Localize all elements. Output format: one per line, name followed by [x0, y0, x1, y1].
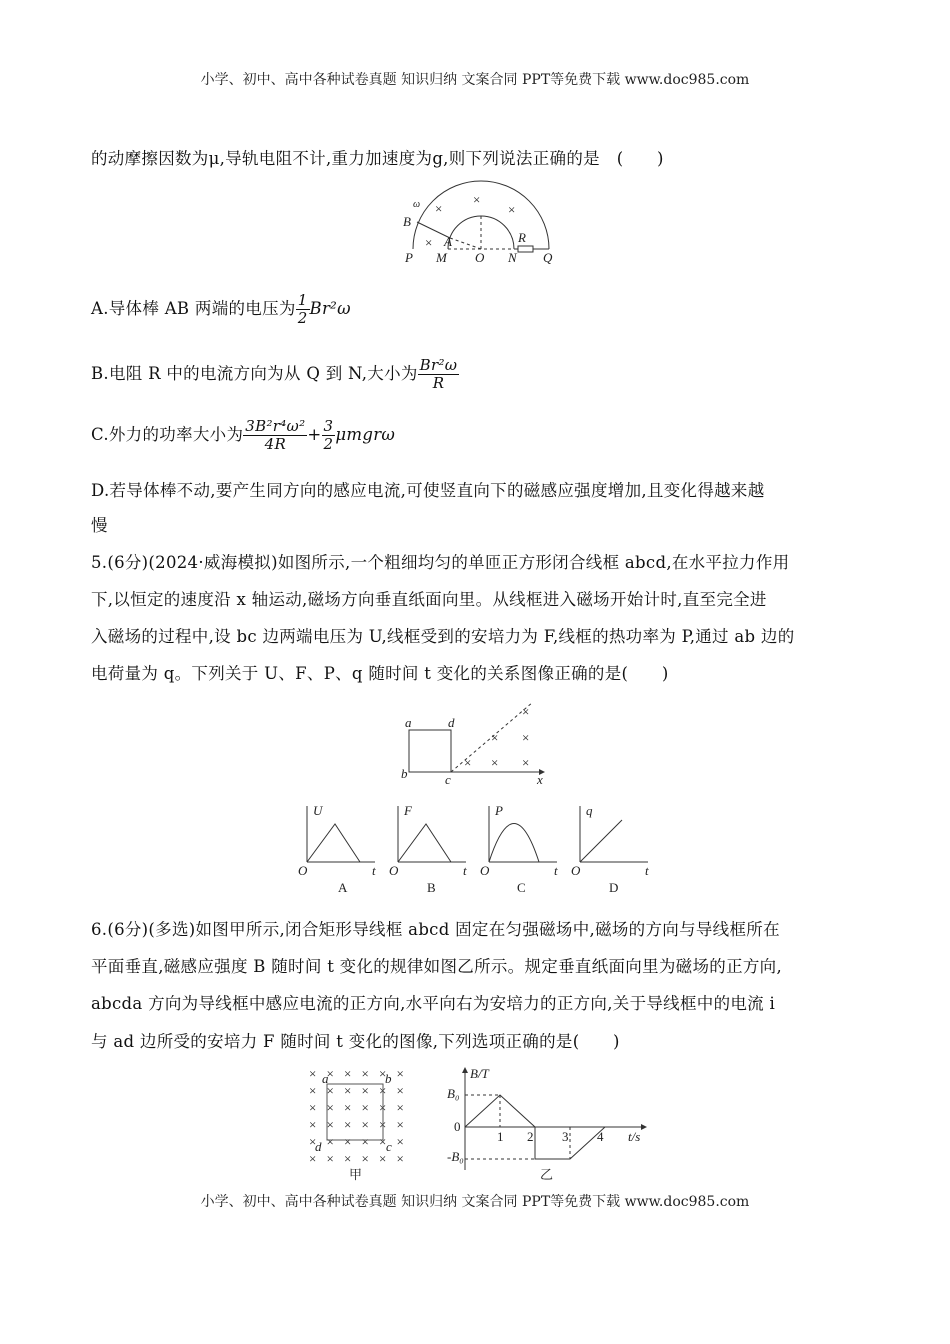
field-cross: ×: [396, 1151, 404, 1166]
svg-text:U: U: [313, 803, 323, 818]
q4-option-c: C.外力的功率大小为 $\frac{\text{3B²r⁴ω²}}{4R}$ + $\frac{3}{2}$ μmgrω: [91, 417, 396, 453]
field-cross: ×: [309, 1117, 317, 1132]
svg-text:×: ×: [522, 704, 530, 719]
field-cross: ×: [396, 1083, 404, 1098]
svg-text:O: O: [475, 250, 485, 265]
svg-text:×: ×: [425, 235, 433, 250]
svg-text:2: 2: [527, 1129, 534, 1144]
svg-text:C: C: [517, 880, 526, 895]
page-header: 小学、初中、高中各种试卷真题 知识归纳 文案合同 PPT等免费下载 www.doc985.com: [200, 72, 750, 88]
field-cross: ×: [344, 1117, 352, 1132]
field-cross: ×: [361, 1134, 369, 1149]
option-a-expr: Br²ω: [309, 299, 351, 318]
svg-text:t: t: [645, 863, 649, 878]
svg-text:M: M: [436, 250, 447, 265]
q5-line: 电荷量为 q。下列关于 U、F、P、q 随时间 t 变化的关系图像正确的是( ): [91, 664, 669, 683]
svg-text:×: ×: [508, 202, 516, 217]
field-cross: ×: [309, 1100, 317, 1115]
q4-option-a: [91, 292, 351, 327]
svg-text:ω: ω: [413, 199, 421, 210]
field-cross: ×: [396, 1066, 404, 1081]
field-cross: ×: [309, 1151, 317, 1166]
field-cross: ×: [344, 1083, 352, 1098]
svg-text:D: D: [609, 880, 619, 895]
svg-text:R: R: [518, 230, 526, 245]
field-cross: ×: [361, 1151, 369, 1166]
field-cross: ×: [344, 1151, 352, 1166]
svg-text:N: N: [508, 250, 517, 265]
svg-text:b: b: [385, 1071, 392, 1086]
svg-text:d: d: [448, 715, 455, 730]
q4-option-b: [91, 357, 459, 392]
svg-text:d: d: [315, 1139, 322, 1154]
field-cross: ×: [326, 1083, 334, 1098]
fraction: $\frac{\text{3B²r⁴ω²}}{4R}$: [245, 417, 306, 453]
svg-text:×: ×: [522, 755, 530, 770]
field-cross: ×: [379, 1066, 387, 1081]
q5-line: 下,以恒定的速度沿 x 轴运动,磁场方向垂直纸面向里。从线框进入磁场开始计时,直至完全进: [91, 590, 767, 609]
q5-setup-figure: [395, 700, 555, 785]
svg-text:乙: 乙: [540, 1167, 554, 1182]
svg-text:O: O: [298, 863, 308, 878]
graph-c[interactable]: [480, 803, 558, 895]
svg-text:-B₀: -B₀: [447, 1149, 464, 1164]
svg-text:×: ×: [491, 755, 499, 770]
field-cross: ×: [309, 1134, 317, 1149]
svg-text:4: 4: [597, 1129, 604, 1144]
svg-text:×: ×: [464, 755, 472, 770]
svg-text:a: a: [322, 1071, 329, 1086]
field-cross: ×: [396, 1100, 404, 1115]
svg-text:P: P: [405, 250, 413, 265]
q5-line: 入磁场的过程中,设 bc 边两端电压为 U,线框受到的安培力为 F,线框的热功率为 P,通过 ab 边的: [91, 627, 795, 646]
svg-text:t/s: t/s: [628, 1129, 641, 1144]
q6-figure-yi-chart: [445, 1065, 660, 1185]
svg-text:t: t: [372, 863, 376, 878]
svg-text:O: O: [571, 863, 581, 878]
q4-option-d-line2: 慢: [91, 516, 108, 535]
field-cross: ×: [326, 1134, 334, 1149]
field-cross: ×: [309, 1083, 317, 1098]
field-cross: ×: [361, 1066, 369, 1081]
option-a-text: A.导体棒 AB 两端的电压为: [91, 299, 296, 318]
svg-text:×: ×: [522, 730, 530, 745]
svg-text:O: O: [389, 863, 399, 878]
field-cross: ×: [361, 1100, 369, 1115]
field-cross: ×: [326, 1117, 334, 1132]
q6-line: abcda 方向为导线框中感应电流的正方向,水平向右为安培力的正方向,关于导线框中的电流 i: [91, 994, 776, 1013]
svg-text:A: A: [444, 234, 452, 249]
svg-text:t: t: [554, 863, 558, 878]
field-cross: ×: [344, 1066, 352, 1081]
q6-line: 平面垂直,磁感应强度 B 随时间 t 变化的规律如图乙所示。规定垂直纸面向里为磁场的正方向,: [91, 957, 783, 976]
field-cross: ×: [309, 1066, 317, 1081]
graph-a[interactable]: [298, 803, 376, 895]
q6-line: 与 ad 边所受的安培力 F 随时间 t 变化的图像,下列选项正确的是( ): [91, 1032, 620, 1051]
q6-line: 6.(6分)(多选)如图甲所示,闭合矩形导线框 abcd 固定在匀强磁场中,磁场的方向与导线框所在: [91, 920, 780, 939]
field-cross: ×: [379, 1117, 387, 1132]
fraction: $\frac{1}{2}$: [297, 291, 308, 327]
svg-text:t: t: [463, 863, 467, 878]
svg-text:B/T: B/T: [470, 1066, 489, 1081]
fraction: $\frac{3}{2}$: [323, 417, 334, 453]
option-c-text: C.外力的功率大小为: [91, 425, 244, 444]
graph-b[interactable]: [389, 803, 467, 895]
svg-text:×: ×: [435, 201, 443, 216]
svg-text:0: 0: [454, 1119, 461, 1134]
field-cross: ×: [396, 1117, 404, 1132]
svg-text:a: a: [405, 715, 412, 730]
svg-text:Q: Q: [543, 250, 553, 265]
q6-figure-jia: [305, 1065, 415, 1185]
svg-text:甲: 甲: [349, 1167, 363, 1182]
field-cross: ×: [379, 1134, 387, 1149]
svg-text:×: ×: [491, 730, 499, 745]
field-cross: ×: [326, 1151, 334, 1166]
svg-text:B: B: [403, 214, 411, 229]
field-cross: ×: [326, 1066, 334, 1081]
q4-figure: [395, 180, 555, 268]
field-cross: ×: [379, 1083, 387, 1098]
fraction: $\frac{\text{Br²ω}}{R}$: [419, 356, 458, 392]
field-cross: ×: [344, 1134, 352, 1149]
field-cross: ×: [326, 1100, 334, 1115]
field-cross: ×: [379, 1151, 387, 1166]
svg-text:q: q: [586, 803, 593, 818]
field-cross: ×: [344, 1100, 352, 1115]
field-cross: ×: [361, 1083, 369, 1098]
svg-text:c: c: [386, 1139, 392, 1154]
svg-text:1: 1: [497, 1129, 504, 1144]
svg-text:x: x: [537, 772, 543, 785]
svg-text:O: O: [480, 863, 490, 878]
q5-option-graphs: [290, 800, 660, 900]
svg-text:×: ×: [473, 192, 481, 207]
q4-stem-tail: 的动摩擦因数为μ,导轨电阻不计,重力加速度为g,则下列说法正确的是 ( ): [91, 149, 664, 168]
q4-option-d-line1: D.若导体棒不动,要产生同方向的感应电流,可使竖直向下的磁感应强度增加,且变化得越来越: [91, 481, 765, 500]
field-cross: ×: [396, 1134, 404, 1149]
svg-text:3: 3: [562, 1129, 569, 1144]
svg-text:P: P: [495, 803, 503, 818]
svg-text:A: A: [338, 880, 348, 895]
field-cross: ×: [379, 1100, 387, 1115]
graph-d[interactable]: [571, 803, 649, 895]
svg-text:b: b: [401, 766, 408, 781]
q5-line: 5.(6分)(2024·威海模拟)如图所示,一个粗细均匀的单匝正方形闭合线框 abcd,在水平拉力作用: [91, 553, 790, 572]
field-cross: ×: [361, 1117, 369, 1132]
page-footer: 小学、初中、高中各种试卷真题 知识归纳 文案合同 PPT等免费下载 www.doc985.com: [200, 1194, 750, 1210]
svg-text:c: c: [445, 772, 451, 785]
svg-text:B: B: [427, 880, 436, 895]
option-b-text: B.电阻 R 中的电流方向为从 Q 到 N,大小为: [91, 364, 418, 383]
svg-text:B₀: B₀: [447, 1086, 460, 1101]
svg-text:F: F: [404, 803, 412, 818]
